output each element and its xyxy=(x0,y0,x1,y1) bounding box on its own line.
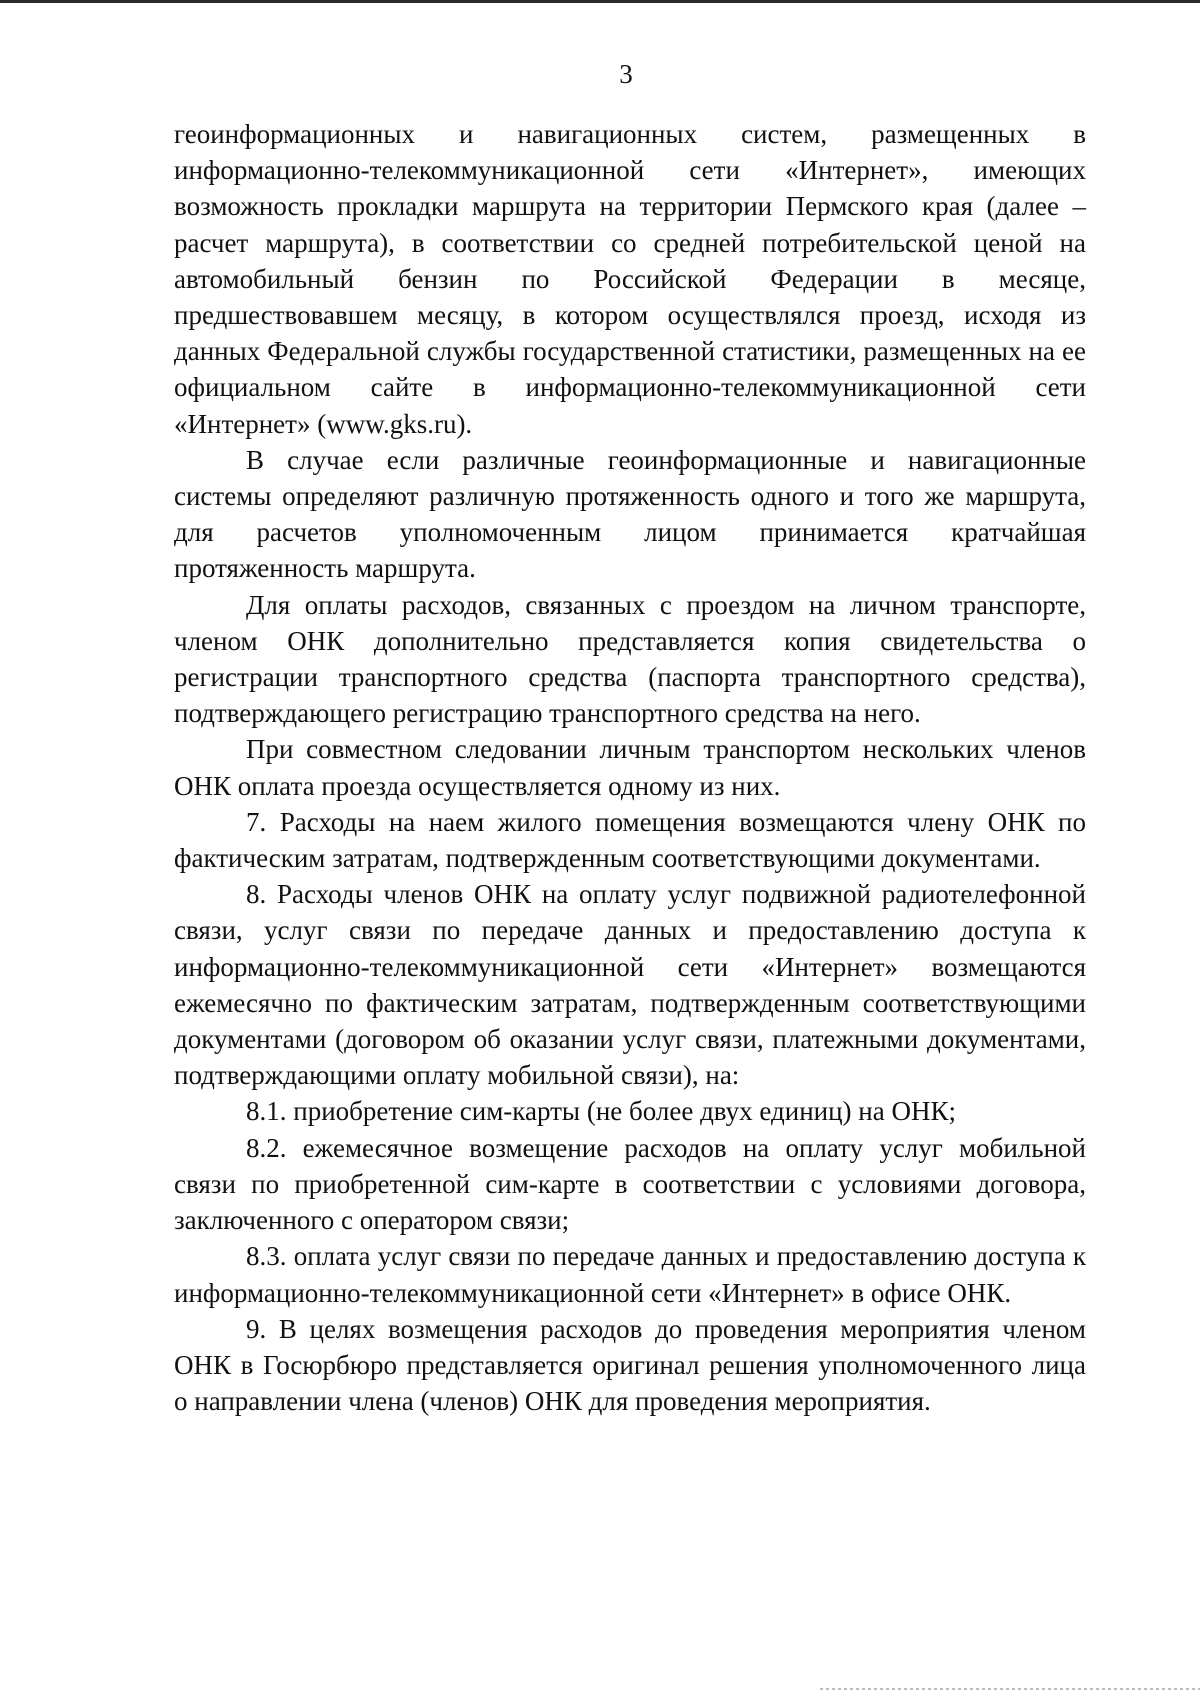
paragraph-item-8: 8. Расходы членов ОНК на оплату услуг подвижной радиотелефонной связи, услуг связи по передаче данных и предоставлению доступа к информационно-телекоммуникационной сети «Интернет» возмещаются ежемесячно по фактическим затратам, подтвержденным соответствующими документами (договором об оказании услуг связи, платежными документами, подтверждающими оплату мобильной связи), на: xyxy=(174,879,1086,1091)
scan-bottom-edge xyxy=(820,1688,1200,1690)
paragraph-item-8-3: 8.3. оплата услуг связи по передаче данных и предоставлению доступа к информационно-телекоммуникационной сети «Интернет» в офисе ОНК. xyxy=(174,1241,1086,1308)
paragraph-vehicle-registration: Для оплаты расходов, связанных с проездом на личном транспорте, членом ОНК дополнительно представляется копия свидетельства о регистрации транспортного средства (паспорта транспортного средства), подтверждающего регистрацию транспортного средства на него. xyxy=(174,589,1086,729)
document-body xyxy=(174,116,1086,1419)
paragraph-item-8-2: 8.2. ежемесячное возмещение расходов на оплату услуг мобильной связи по приобретенной сим-карте в соответствии с условиями договора, заключенного с оператором связи; xyxy=(174,1132,1086,1236)
paragraph-route-calculation: геоинформационных и навигационных систем, размещенных в информационно-телекоммуникационной сети «Интернет», имеющих возможность прокладки маршрута на территории Пермского края (далее – расчет маршрута), в соответствии со средней потребительской ценой на автомобильный бензин по Российской Федерации в месяце, предшествовавшем месяцу, в котором осуществлялся проезд, исходя из данных Федеральной службы государственной статистики, размещенных на ее официальном сайте в информационно-телекоммуникационной сети «Интернет» (www.gks.ru). xyxy=(174,119,1086,439)
paragraph-joint-travel: При совместном следовании личным транспортом нескольких членов ОНК оплата проезда осуществляется одному из них. xyxy=(174,734,1086,801)
paragraph-item-7: 7. Расходы на наем жилого помещения возмещаются члену ОНК по фактическим затратам, подтвержденным соответствующими документами. xyxy=(174,806,1086,874)
scan-top-edge xyxy=(0,0,1200,3)
page-number: 3 xyxy=(619,59,633,89)
paragraph-shortest-route: В случае если различные геоинформационные и навигационные системы определяют различную протяженность одного и того же маршрута, для расчетов уполномоченным лицом принимается кратчайшая протяженность маршрута. xyxy=(174,444,1086,584)
paragraph-item-8-1: 8.1. приобретение сим-карты (не более двух единиц) на ОНК; xyxy=(246,1096,956,1127)
paragraph-item-9: 9. В целях возмещения расходов до проведения мероприятия членом ОНК в Госюрбюро представляется оригинал решения уполномоченного лица о направлении члена (членов) ОНК для проведения мероприятия. xyxy=(174,1313,1086,1417)
